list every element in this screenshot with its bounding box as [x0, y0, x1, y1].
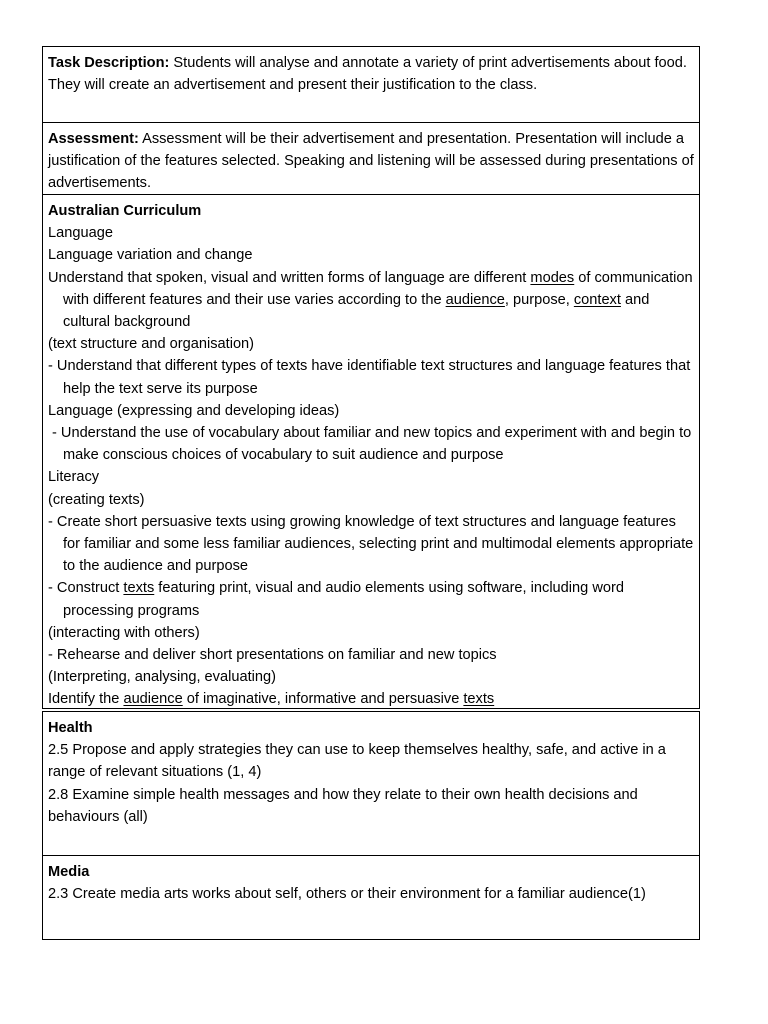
task-description-text: Students will analyse and annotate a variety of print advertisements about food. They will create an advertisement and present their justification to the class.	[48, 55, 687, 94]
health-item-2-8: 2.8 Examine simple health messages and how they relate to their own health decisions and behaviours (all)	[48, 786, 638, 825]
rehearse-item: - Rehearse and deliver short presentations on familiar and new topics	[48, 647, 497, 664]
media-item-2-3: 2.3 Create media arts works about self, others or their environment for a familiar audience(1)	[48, 886, 646, 903]
language-variation-heading: Language variation and change	[48, 247, 253, 264]
audience-link-1[interactable]: audience	[445, 291, 505, 308]
australian-curriculum-box	[42, 194, 700, 709]
literacy-heading: Literacy	[48, 469, 100, 486]
curriculum-heading: Australian Curriculum	[48, 203, 202, 219]
understand-text-c: , purpose,	[504, 291, 574, 308]
identify-text-b: of imaginative, informative and persuasive	[182, 691, 464, 708]
audience-link-2[interactable]: audience	[123, 691, 183, 708]
expressing-ideas-heading: Language (expressing and developing ideas)	[48, 402, 340, 419]
modes-link[interactable]: modes	[530, 269, 575, 286]
assessment-label: Assessment:	[48, 131, 139, 147]
language-heading: Language	[48, 225, 113, 242]
text-types-item: - Understand that different types of texts have identifiable text structures and language features that help the text serve its purpose	[48, 358, 691, 397]
media-heading: Media	[48, 864, 90, 880]
construct-text-a: - Construct	[48, 580, 124, 597]
understand-modes-paragraph	[48, 267, 694, 334]
construct-texts-item	[48, 577, 694, 621]
persuasive-texts-item: - Create short persuasive texts using growing knowledge of text structures and language features for familiar and some less familiar audiences, selecting print and multimodal elements appropriate to the audience and purpose	[48, 513, 694, 575]
assessment-text: Assessment will be their advertisement and presentation. Presentation will include a justification of the features selected. Speaking and listening will be assessed during presentations of advertisements.	[48, 131, 694, 192]
health-box	[42, 711, 700, 856]
text-structure-heading: (text structure and organisation)	[48, 336, 255, 353]
understand-text-d: and cultural background	[63, 291, 650, 331]
task-description-box	[42, 46, 700, 123]
assessment-box	[42, 122, 700, 195]
context-link[interactable]: context	[573, 291, 621, 308]
understand-text-a: Understand that spoken, visual and written forms of language are different	[48, 269, 531, 286]
understand-text-b: of communication with different features and their use varies according to the	[63, 269, 693, 308]
texts-link-2[interactable]: texts	[463, 691, 495, 708]
task-description-label: Task Description:	[48, 55, 170, 71]
identify-audience-item	[48, 688, 694, 710]
texts-link-1[interactable]: texts	[123, 580, 155, 597]
health-item-2-5: 2.5 Propose and apply strategies they can use to keep themselves healthy, safe, and active in a range of relevant situations (1, 4)	[48, 742, 666, 781]
media-box	[42, 855, 700, 940]
interacting-heading: (interacting with others)	[48, 624, 200, 641]
creating-texts-heading: (creating texts)	[48, 491, 145, 508]
identify-text-a: Identify the	[48, 691, 124, 708]
document	[42, 46, 700, 940]
construct-text-b: featuring print, visual and audio elements using software, including word processing programs	[63, 580, 624, 619]
interpreting-heading: (Interpreting, analysing, evaluating)	[48, 669, 276, 686]
vocabulary-item: - Understand the use of vocabulary about familiar and new topics and experiment with and begin to make conscious choices of vocabulary to suit audience and purpose	[52, 425, 692, 464]
health-heading: Health	[48, 720, 93, 736]
